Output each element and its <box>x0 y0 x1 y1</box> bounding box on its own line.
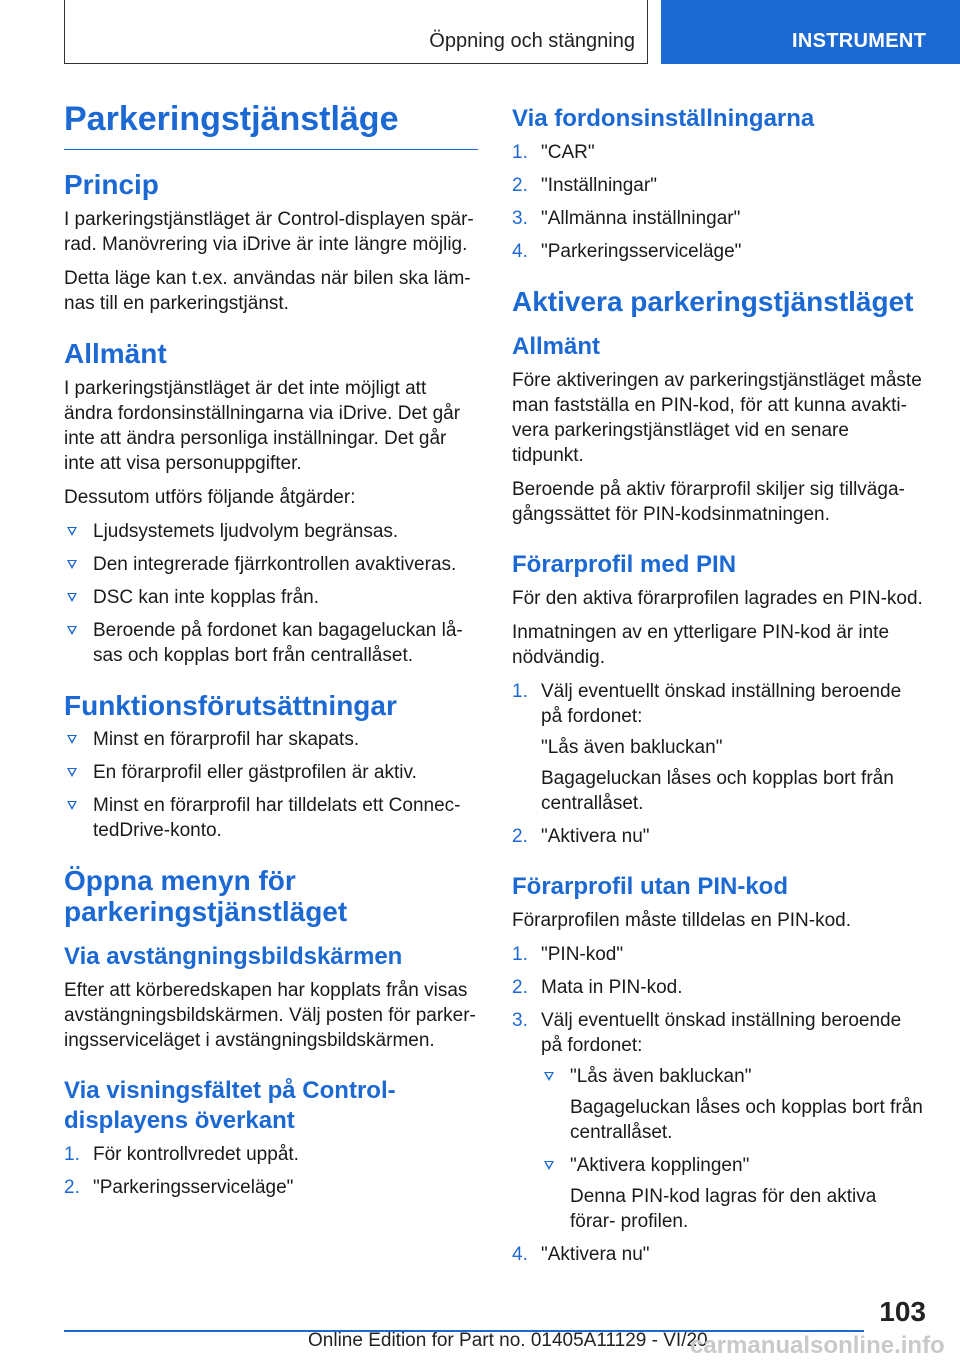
header-chapter-title: INSTRUMENT <box>792 30 927 52</box>
heading-allmant: Allmänt <box>64 337 167 369</box>
paragraph: Dessutom utförs följande åtgärder: <box>64 486 356 508</box>
list-item: Den integrerade fjärrkontrollen avaktiveras. <box>64 552 478 577</box>
list-item: 2. Mata in PIN-kod. <box>512 976 683 998</box>
list-item: "Lås även bakluckan" Bagageluckan låses och kopplas bort från centrallåset. <box>541 1064 926 1145</box>
list-item: 1. För kontrollvredet uppåt. <box>64 1144 299 1166</box>
heading-via-avstangningsbildskarmen: Via avstängningsbildskärmen <box>64 943 403 971</box>
triangle-bullet-icon <box>67 735 77 744</box>
list-number: 3. <box>512 208 528 229</box>
heading-princip: Princip <box>64 169 159 201</box>
list-item: En förarprofil eller gästprofilen är aktiv. <box>64 760 478 785</box>
heading-aktivera: Aktivera parkeringstjänstläget <box>512 286 914 317</box>
triangle-bullet-icon <box>544 1161 554 1170</box>
triangle-bullet-icon <box>67 768 77 777</box>
triangle-bullet-icon <box>544 1072 554 1081</box>
list-item: 3. "Allmänna inställningar" <box>512 208 741 229</box>
heading-forarprofil-med-pin: Förarprofil med PIN <box>512 550 737 578</box>
list-item: 4. "Parkeringsserviceläge" <box>512 241 742 262</box>
list-number: 1. <box>512 943 528 965</box>
heading-allmant-right: Allmänt <box>512 332 601 360</box>
list-item: 2. "Aktivera nu" <box>512 825 650 847</box>
list-item: DSC kan inte kopplas från. <box>64 585 478 610</box>
setting-description: Bagageluckan låses och kopplas bort från centrallåset. <box>570 1096 923 1143</box>
paragraph: Beroende på aktiv förarprofil skiljer sig tillväga- gångssättet för PIN-kodsinmatningen. <box>512 478 905 525</box>
list-number: 1. <box>64 1144 80 1166</box>
list-item: 1. "CAR" <box>512 142 595 163</box>
list-number: 2. <box>64 1177 80 1199</box>
list-item: Minst en förarprofil har skapats. <box>64 727 478 752</box>
triangle-bullet-icon <box>67 626 77 635</box>
list-number: 1. <box>512 142 528 163</box>
numbered-list <box>64 1142 478 1200</box>
header-section-title: Öppning och stängning <box>429 30 635 52</box>
bullet-list <box>64 727 478 843</box>
paragraph: Förarprofilen måste tilldelas en PIN-kod. <box>512 909 851 931</box>
setting-description: Denna PIN-kod lagras för den aktiva förar- profilen. <box>570 1185 877 1232</box>
triangle-bullet-icon <box>67 593 77 602</box>
paragraph: I parkeringstjänstläget är det inte möjligt att ändra fordonsinställningarna via iDrive. Det går inte att ändra personliga inställningar. Det går inte att visa personuppgifter. <box>64 377 461 474</box>
heading-via-visningsfaltet: Via visningsfältet på Control- displayens överkant <box>64 1077 396 1135</box>
watermark: carmanualsonline.info <box>690 1332 945 1359</box>
setting-name: "Lås även bakluckan" <box>541 736 723 758</box>
heading-forarprofil-utan-pin: Förarprofil utan PIN-kod <box>512 872 788 900</box>
list-item: "Aktivera kopplingen" Denna PIN-kod lagras för den aktiva förar- profilen. <box>541 1153 926 1234</box>
list-number: 1. <box>512 680 528 702</box>
paragraph: Före aktiveringen av parkeringstjänstläget måste man fastställa en PIN-kod, för att kunna avakti- vera parkeringstjänstläget vid en senare tidpunkt. <box>512 369 922 466</box>
heading-oppna-menyn: Öppna menyn för parkeringstjänstläget <box>64 865 348 928</box>
paragraph: Efter att körberedskapen har kopplats från visas avstängningsbildskärmen. Välj posten för parker- ingsserviceläget i avstängningsbildskärmen. <box>64 980 476 1052</box>
list-number: 4. <box>512 241 528 262</box>
triangle-bullet-icon <box>67 801 77 810</box>
list-item: Beroende på fordonet kan bagageluckan lå- sas och kopplas bort från centrallåset. <box>64 618 478 668</box>
right-column <box>512 104 926 1276</box>
page-number: 103 <box>879 1296 926 1327</box>
list-number: 3. <box>512 1009 528 1031</box>
list-item: Minst en förarprofil har tilldelats ett Connec- tedDrive-konto. <box>64 793 478 843</box>
bullet-list <box>64 519 478 668</box>
header-section-tab <box>64 0 648 64</box>
header-chapter-tab <box>661 0 960 64</box>
numbered-list <box>512 140 926 264</box>
paragraph: Detta läge kan t.ex. användas när bilen ska läm- nas till en parkeringstjänst. <box>64 267 471 314</box>
heading-funktionsforutsattningar: Funktionsförutsättningar <box>64 689 397 721</box>
list-number: 2. <box>512 976 528 998</box>
setting-description: Bagageluckan låses och kopplas bort från centrallåset. <box>541 767 894 814</box>
paragraph: I parkeringstjänstläget är Control-displayen spär- rad. Manövrering via iDrive är inte längre möjlig. <box>64 208 474 255</box>
edition-text: Online Edition for Part no. 01405A11129 - VI/20 <box>308 1330 708 1351</box>
list-number: 2. <box>512 825 528 847</box>
list-item: 4. "Aktivera nu" <box>512 1243 650 1265</box>
list-item: Ljudsystemets ljudvolym begränsas. <box>64 519 478 544</box>
page-title: Parkeringstjänstläge <box>64 100 478 150</box>
paragraph: För den aktiva förarprofilen lagrades en PIN-kod. <box>512 587 923 609</box>
list-number: 2. <box>512 175 528 196</box>
sub-bullet-list <box>541 1064 926 1234</box>
triangle-bullet-icon <box>67 560 77 569</box>
triangle-bullet-icon <box>67 527 77 536</box>
heading-via-fordonsinstallningarna: Via fordonsinställningarna <box>512 105 815 132</box>
list-number: 4. <box>512 1243 528 1265</box>
list-item: 1. Välj eventuellt önskad inställning beroende på fordonet: "Lås även bakluckan" Bagageluckan låses och kopplas bort från centrallåset. <box>512 679 926 816</box>
paragraph: Inmatningen av en ytterligare PIN-kod är inte nödvändig. <box>512 621 890 668</box>
numbered-list <box>512 942 926 1267</box>
list-item: 2. "Parkeringsserviceläge" <box>64 1177 294 1199</box>
list-item: 3. Välj eventuellt önskad inställning beroende på fordonet: "Lås även bakluckan" Bagageluckan låses och kopplas bort från centrallåset. "Aktivera kopplingen" Denna PIN-kod lagras för den aktiva förar- profilen. <box>512 1008 926 1234</box>
numbered-list <box>512 679 926 849</box>
list-item: 1. "PIN-kod" <box>512 943 624 965</box>
left-column <box>64 100 478 1209</box>
list-item: 2. "Inställningar" <box>512 175 657 196</box>
